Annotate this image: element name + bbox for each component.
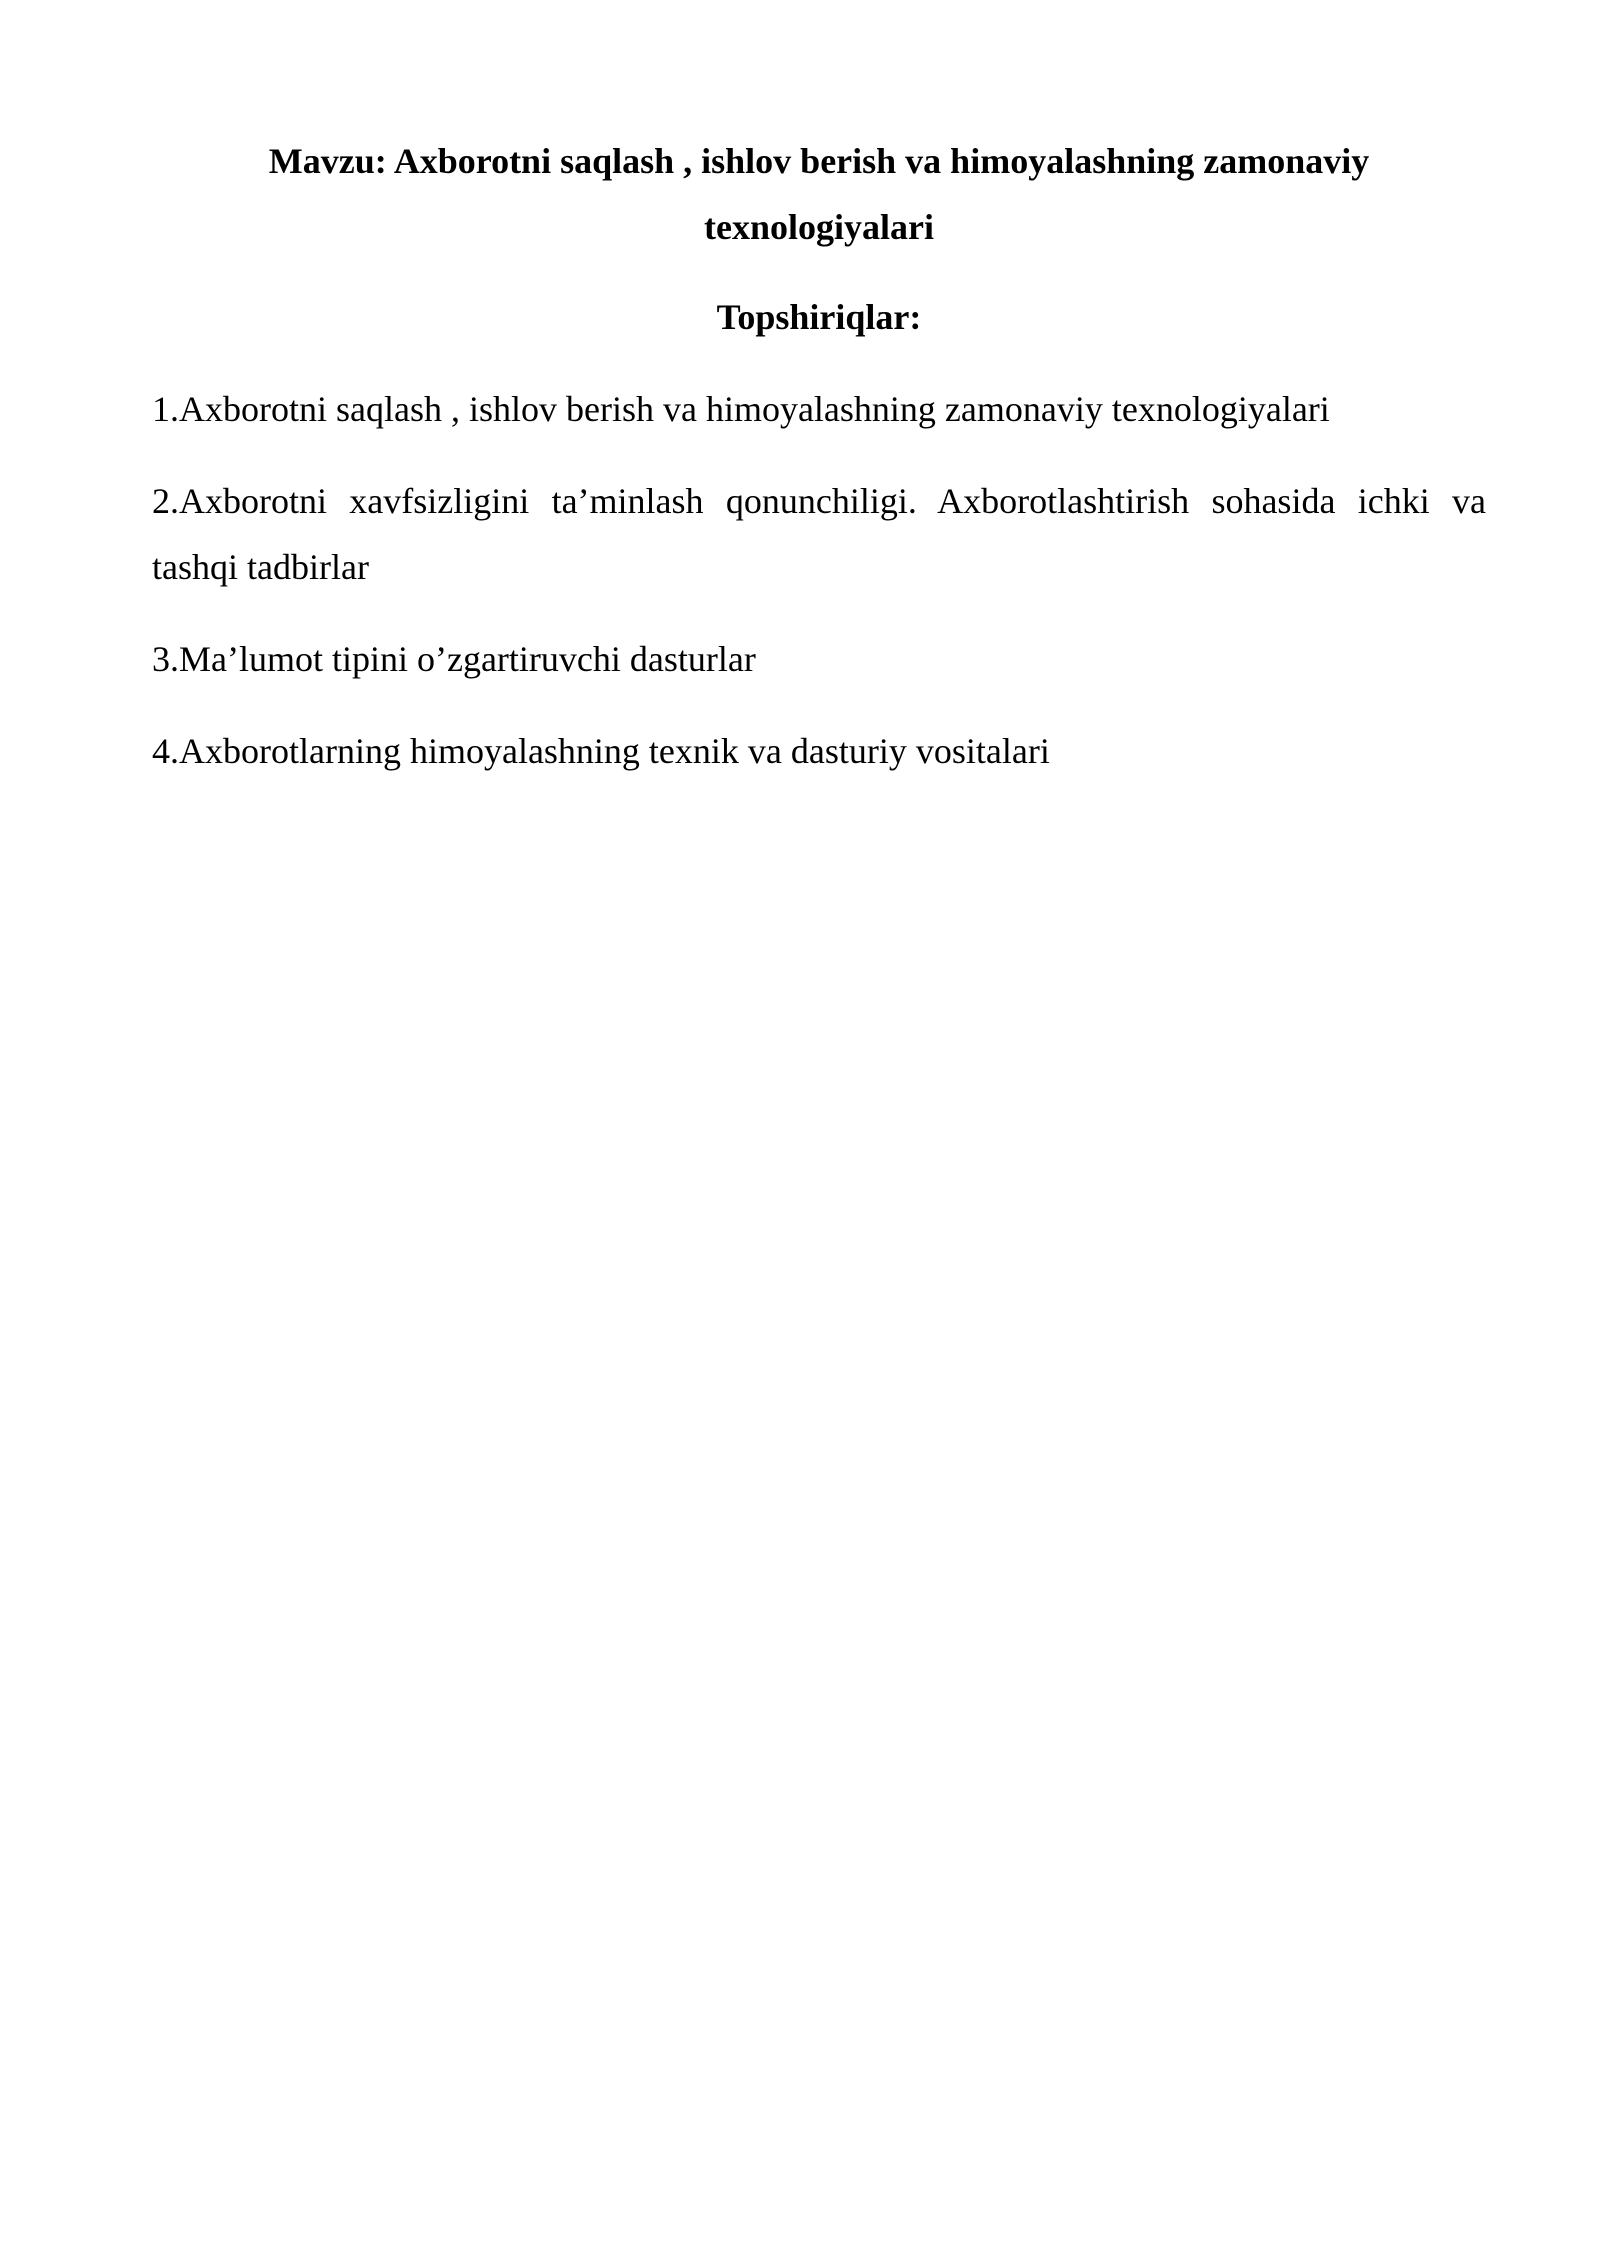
document-title: Mavzu: Axborotni saqlash , ishlov berish va himoyalashning zamonaviy texnologiyalari — [268, 141, 1370, 247]
task-item: 2.Axborotni xavfsizligini ta’minlash qonunchiligi. Axborotlashtirish sohasida ichki va tashqi tadbirlar — [152, 481, 1486, 587]
document-subtitle: Topshiriqlar: — [716, 297, 922, 337]
task-item: 1.Axborotni saqlash , ishlov berish va himoyalashning zamonaviy texnologiyalari — [152, 389, 1330, 429]
task-list — [152, 376, 1486, 784]
document-page — [152, 128, 1486, 810]
task-item: 3.Ma’lumot tipini o’zgartiruvchi dasturlar — [152, 639, 756, 679]
task-item: 4.Axborotlarning himoyalashning texnik va dasturiy vositalari — [152, 731, 1050, 771]
